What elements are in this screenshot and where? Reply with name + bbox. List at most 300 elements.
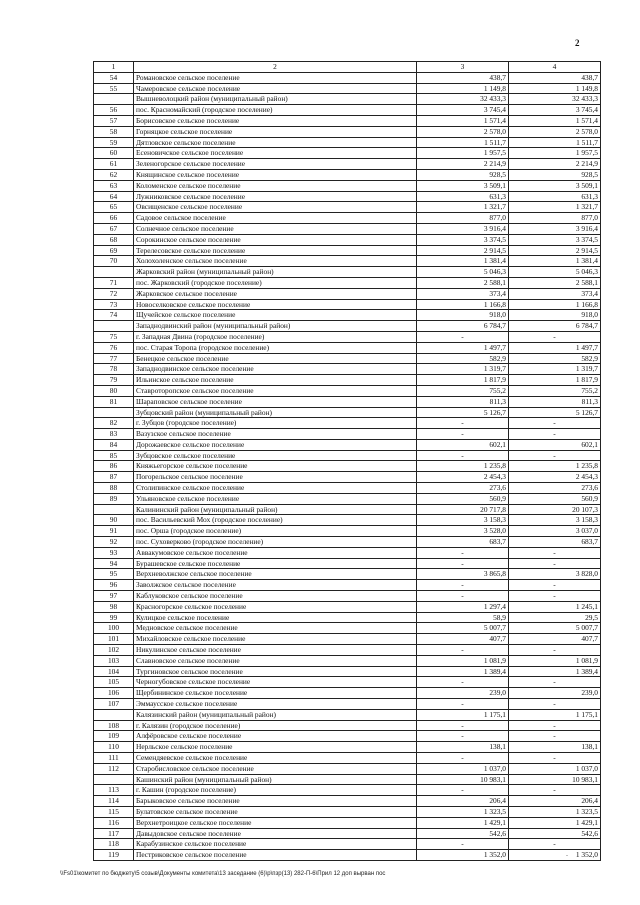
row-value-col3: 407,7	[417, 634, 509, 645]
row-name: Славновское сельское поселение	[134, 655, 417, 666]
row-value-col3: 5 007,7	[417, 623, 509, 634]
row-value-col3: 2 914,5	[417, 245, 509, 256]
row-name: Бенецкое сельское поселение	[134, 353, 417, 364]
row-value-col3: -	[417, 839, 509, 850]
row-number: 57	[94, 115, 134, 126]
row-value-col4: -	[509, 547, 601, 558]
row-value-col3: 206,4	[417, 796, 509, 807]
row-value-col4: 2 578,0	[509, 126, 601, 137]
row-value-col3: 32 433,3	[417, 94, 509, 105]
row-value-col4: 273,6	[509, 483, 601, 494]
table-row	[94, 580, 601, 591]
table-row	[94, 699, 601, 710]
row-value-col4: 32 433,3	[509, 94, 601, 105]
row-name: Чамеровское сельское поселение	[134, 83, 417, 94]
row-value-col4: 1 081,9	[509, 655, 601, 666]
table-row	[94, 688, 601, 699]
row-number: 82	[94, 418, 134, 429]
table-row	[94, 493, 601, 504]
table-row	[94, 321, 601, 332]
row-name: г. Зубцов (городское поселение)	[134, 418, 417, 429]
row-value-col4: 3 037,0	[509, 526, 601, 537]
row-name: Ставроторопское сельское поселение	[134, 385, 417, 396]
row-value-col3: 631,3	[417, 191, 509, 202]
row-value-col4: -	[509, 785, 601, 796]
row-value-col3: -	[417, 450, 509, 461]
header-col-number: 1	[94, 62, 134, 73]
table-row	[94, 126, 601, 137]
row-value-col4: -	[509, 677, 601, 688]
row-name: Верхнетроицкое сельское поселение	[134, 817, 417, 828]
table-row	[94, 601, 601, 612]
row-value-col4: 1 166,8	[509, 299, 601, 310]
row-value-col4: 206,4	[509, 796, 601, 807]
row-value-col4: 2 454,3	[509, 472, 601, 483]
row-value-col4: 1 381,4	[509, 256, 601, 267]
row-value-col4: 1 571,4	[509, 115, 601, 126]
row-value-col4: 631,3	[509, 191, 601, 202]
row-value-col3: 755,2	[417, 385, 509, 396]
row-value-col3: 273,6	[417, 483, 509, 494]
row-value-col4: -	[509, 731, 601, 742]
table-row	[94, 375, 601, 386]
row-value-col4: 2 914,5	[509, 245, 601, 256]
row-value-col3: 3 528,0	[417, 526, 509, 537]
row-name: Зубцовское сельское поселение	[134, 450, 417, 461]
row-name: Есеновичское сельское поселение	[134, 148, 417, 159]
row-name: Никулинское сельское поселение	[134, 645, 417, 656]
row-number: 72	[94, 288, 134, 299]
row-name: Михайловское сельское поселение	[134, 634, 417, 645]
row-value-col3: 1 175,1	[417, 709, 509, 720]
row-name: Княщинское сельское поселение	[134, 169, 417, 180]
row-name: Заволжское сельское поселение	[134, 580, 417, 591]
row-value-col3: 1 319,7	[417, 364, 509, 375]
row-name: Барыковское сельское поселение	[134, 796, 417, 807]
table-row	[94, 828, 601, 839]
table-row	[94, 720, 601, 731]
row-value-col3: 1 957,5	[417, 148, 509, 159]
row-number: 98	[94, 601, 134, 612]
row-name: Давыдовское сельское поселение	[134, 828, 417, 839]
row-value-col3: -	[417, 731, 509, 742]
row-number: 54	[94, 72, 134, 83]
row-value-col3: -	[417, 429, 509, 440]
row-number: 80	[94, 385, 134, 396]
row-name: Дорожаевское сельское поселение	[134, 439, 417, 450]
row-value-col3: -	[417, 677, 509, 688]
row-value-col3: 3 158,3	[417, 515, 509, 526]
row-name: Столипинское сельское поселение	[134, 483, 417, 494]
row-value-col4: -	[509, 331, 601, 342]
row-value-col3: 1 149,8	[417, 83, 509, 94]
row-value-col4: 138,1	[509, 742, 601, 753]
table-row	[94, 645, 601, 656]
header-col-3: 3	[417, 62, 509, 73]
row-value-col4: 582,9	[509, 353, 601, 364]
row-number: 104	[94, 666, 134, 677]
row-number: 113	[94, 785, 134, 796]
table-row	[94, 850, 601, 861]
row-value-col3: 928,5	[417, 169, 509, 180]
row-value-col4: 918,0	[509, 310, 601, 321]
row-value-col3: 438,7	[417, 72, 509, 83]
table-row	[94, 591, 601, 602]
row-name: Романовское сельское поселение	[134, 72, 417, 83]
row-number: 88	[94, 483, 134, 494]
row-value-col3: -	[417, 580, 509, 591]
row-name: Пестриковское сельское поселение	[134, 850, 417, 861]
footer-file-path: \\Fs01\комитет по бюджету\5 созыв\Документы комитета\13 заседание (6)\р\пзр(13) 282-П-6\Прил 12 доп вырван пос	[60, 871, 386, 877]
row-number	[94, 504, 134, 515]
row-value-col3: 1 235,8	[417, 461, 509, 472]
table-row	[94, 245, 601, 256]
row-name: Медновское сельское поселение	[134, 623, 417, 634]
row-value-col3: 58,9	[417, 612, 509, 623]
row-name: Карабузинское сельское поселение	[134, 839, 417, 850]
row-name: Зубцовский район (муниципальный район)	[134, 407, 417, 418]
row-name: пос. Жарковский (городское поселение)	[134, 277, 417, 288]
row-value-col3: 2 578,0	[417, 126, 509, 137]
table-row	[94, 94, 601, 105]
row-number: 68	[94, 234, 134, 245]
row-value-col4: -	[509, 418, 601, 429]
row-name: пос. Суховерково (городское поселение)	[134, 537, 417, 548]
row-value-col4: 10 983,1	[509, 774, 601, 785]
table-row	[94, 137, 601, 148]
table-row	[94, 731, 601, 742]
table-row	[94, 806, 601, 817]
row-number: 102	[94, 645, 134, 656]
row-value-col4: 373,4	[509, 288, 601, 299]
row-value-col3: 3 509,1	[417, 180, 509, 191]
row-value-col4: 1 817,9	[509, 375, 601, 386]
table-row	[94, 537, 601, 548]
row-name: Красногорское сельское поселение	[134, 601, 417, 612]
row-value-col4: 1 149,8	[509, 83, 601, 94]
row-value-col3: 542,6	[417, 828, 509, 839]
row-number: 79	[94, 375, 134, 386]
table-row	[94, 418, 601, 429]
row-value-col3: -	[417, 699, 509, 710]
row-value-col3: 560,9	[417, 493, 509, 504]
row-value-col4: 683,7	[509, 537, 601, 548]
row-value-col4: 877,0	[509, 213, 601, 224]
row-name: Калязинский район (муниципальный район)	[134, 709, 417, 720]
row-number: 107	[94, 699, 134, 710]
row-name: Аввакумовское сельское поселение	[134, 547, 417, 558]
row-number	[94, 774, 134, 785]
row-number: 111	[94, 753, 134, 764]
table-row	[94, 115, 601, 126]
row-number: 92	[94, 537, 134, 548]
table-row	[94, 396, 601, 407]
row-number: 71	[94, 277, 134, 288]
row-value-col3: -	[417, 558, 509, 569]
table-row	[94, 547, 601, 558]
row-value-col4: 20 107,3	[509, 504, 601, 515]
row-name: Холохоленское сельское поселение	[134, 256, 417, 267]
row-value-col3: 602,1	[417, 439, 509, 450]
table-row	[94, 288, 601, 299]
row-number: 108	[94, 720, 134, 731]
row-number: 63	[94, 180, 134, 191]
row-value-col3: 3 374,5	[417, 234, 509, 245]
table-row	[94, 148, 601, 159]
row-value-col3: 5 046,3	[417, 267, 509, 278]
row-value-col4: -	[509, 699, 601, 710]
row-number: 76	[94, 342, 134, 353]
row-value-col3: 1 037,0	[417, 763, 509, 774]
row-name: Щербининское сельское поселение	[134, 688, 417, 699]
row-number: 90	[94, 515, 134, 526]
row-number: 78	[94, 364, 134, 375]
row-name: Верхневолжское сельское поселение	[134, 569, 417, 580]
row-value-col4: -	[509, 645, 601, 656]
table-row	[94, 83, 601, 94]
table-row	[94, 709, 601, 720]
row-value-col3: 2 454,3	[417, 472, 509, 483]
row-number: 116	[94, 817, 134, 828]
row-number: 109	[94, 731, 134, 742]
row-value-col3: 1 497,7	[417, 342, 509, 353]
row-number: 83	[94, 429, 134, 440]
row-number: 85	[94, 450, 134, 461]
row-value-col3: 2 214,9	[417, 159, 509, 170]
row-name: пос. Старая Торопа (городское поселение)	[134, 342, 417, 353]
row-name: Черногубовское сельское поселение	[134, 677, 417, 688]
row-number: 73	[94, 299, 134, 310]
row-number	[94, 94, 134, 105]
row-name: Каблуковское сельское поселение	[134, 591, 417, 602]
row-number: 105	[94, 677, 134, 688]
row-name: Новоселковское сельское поселение	[134, 299, 417, 310]
row-value-col4: -	[509, 591, 601, 602]
row-number: 115	[94, 806, 134, 817]
row-number	[94, 267, 134, 278]
row-value-col3: 877,0	[417, 213, 509, 224]
row-value-col4: 1 175,1	[509, 709, 601, 720]
row-value-col4: 1 245,1	[509, 601, 601, 612]
row-number: 84	[94, 439, 134, 450]
row-name: Садовое сельское поселение	[134, 213, 417, 224]
row-value-col3: 1 511,7	[417, 137, 509, 148]
row-name: Вазузское сельское поселение	[134, 429, 417, 440]
row-number: 106	[94, 688, 134, 699]
table-row	[94, 331, 601, 342]
row-name: Алфёровское сельское поселение	[134, 731, 417, 742]
row-number: 87	[94, 472, 134, 483]
row-value-col4: 3 916,4	[509, 223, 601, 234]
table-row	[94, 407, 601, 418]
table-row	[94, 569, 601, 580]
row-value-col4: -	[509, 429, 601, 440]
row-number: 86	[94, 461, 134, 472]
row-name: Калининский район (муниципальный район)	[134, 504, 417, 515]
row-number: 91	[94, 526, 134, 537]
row-value-col3: 1 166,8	[417, 299, 509, 310]
row-value-col3: 683,7	[417, 537, 509, 548]
row-value-col3: 5 126,7	[417, 407, 509, 418]
row-number: 103	[94, 655, 134, 666]
row-name: Борисовское сельское поселение	[134, 115, 417, 126]
row-name: Шараповское сельское поселение	[134, 396, 417, 407]
row-number: 56	[94, 105, 134, 116]
row-value-col4: 1 037,0	[509, 763, 601, 774]
row-number: 119	[94, 850, 134, 861]
row-value-col4: 1 957,5	[509, 148, 601, 159]
row-number: 100	[94, 623, 134, 634]
row-value-col4: 407,7	[509, 634, 601, 645]
table-row	[94, 277, 601, 288]
row-number: 81	[94, 396, 134, 407]
row-number: 101	[94, 634, 134, 645]
row-number: 61	[94, 159, 134, 170]
row-value-col4: 5 046,3	[509, 267, 601, 278]
table-row	[94, 364, 601, 375]
row-value-col4: 1 389,4	[509, 666, 601, 677]
row-value-col3: 373,4	[417, 288, 509, 299]
row-name: Бурашевское сельское поселение	[134, 558, 417, 569]
row-value-col4: 811,3	[509, 396, 601, 407]
row-value-col3: 138,1	[417, 742, 509, 753]
row-number: 70	[94, 256, 134, 267]
table-row	[94, 774, 601, 785]
row-name: Зеленогорское сельское поселение	[134, 159, 417, 170]
table-row	[94, 180, 601, 191]
row-value-col4: 3 828,0	[509, 569, 601, 580]
row-value-col4: 1 352,0	[509, 850, 601, 861]
row-name: Нерльское сельское поселение	[134, 742, 417, 753]
page-number: 2	[575, 38, 580, 48]
row-number: 93	[94, 547, 134, 558]
row-number: 74	[94, 310, 134, 321]
row-number: 110	[94, 742, 134, 753]
row-number	[94, 709, 134, 720]
row-name: Вышневолоцкий район (муниципальный район)	[134, 94, 417, 105]
header-col-4: 4	[509, 62, 601, 73]
row-name: Щучейское сельское поселение	[134, 310, 417, 321]
row-value-col4: -	[509, 558, 601, 569]
row-value-col4: 755,2	[509, 385, 601, 396]
row-name: пос. Орша (городское поселение)	[134, 526, 417, 537]
row-name: Княжьегорское сельское поселение	[134, 461, 417, 472]
table-row	[94, 753, 601, 764]
table-row	[94, 256, 601, 267]
row-value-col3: -	[417, 720, 509, 731]
table-row	[94, 439, 601, 450]
row-number: 99	[94, 612, 134, 623]
row-number: 77	[94, 353, 134, 364]
row-value-col4: -	[509, 580, 601, 591]
row-value-col3: 811,3	[417, 396, 509, 407]
row-name: г. Западная Двина (городское поселение)	[134, 331, 417, 342]
row-number: 60	[94, 148, 134, 159]
row-value-col3: 2 588,1	[417, 277, 509, 288]
row-number: 117	[94, 828, 134, 839]
row-value-col4: 438,7	[509, 72, 601, 83]
row-value-col3: 1 381,4	[417, 256, 509, 267]
row-number: 94	[94, 558, 134, 569]
table-row	[94, 267, 601, 278]
row-name: Сорокинское сельское поселение	[134, 234, 417, 245]
row-value-col3: 1 323,5	[417, 806, 509, 817]
row-name: Жарковский район (муниципальный район)	[134, 267, 417, 278]
row-value-col4: 5 126,7	[509, 407, 601, 418]
table-row	[94, 634, 601, 645]
row-number: 66	[94, 213, 134, 224]
row-value-col3: -	[417, 785, 509, 796]
row-name: Кулицкое сельское поселение	[134, 612, 417, 623]
row-name: Ильинское сельское поселение	[134, 375, 417, 386]
row-number: 62	[94, 169, 134, 180]
table-row	[94, 202, 601, 213]
row-value-col3: 3 745,4	[417, 105, 509, 116]
table-row	[94, 353, 601, 364]
row-number: 114	[94, 796, 134, 807]
row-number	[94, 407, 134, 418]
row-name: пос. Васильевский Мох (городское поселение)	[134, 515, 417, 526]
row-number: 58	[94, 126, 134, 137]
row-name: Лужниковское сельское поселение	[134, 191, 417, 202]
table-row	[94, 310, 601, 321]
row-name: Старобисловское сельское поселение	[134, 763, 417, 774]
row-value-col3: 1 817,9	[417, 375, 509, 386]
row-value-col3: 1 297,4	[417, 601, 509, 612]
table-row	[94, 105, 601, 116]
row-number: 95	[94, 569, 134, 580]
table-row	[94, 461, 601, 472]
row-number: 65	[94, 202, 134, 213]
row-value-col4: 1 511,7	[509, 137, 601, 148]
row-value-col3: -	[417, 591, 509, 602]
table-row	[94, 666, 601, 677]
row-value-col4: 3 158,3	[509, 515, 601, 526]
row-number: 96	[94, 580, 134, 591]
row-value-col3: 239,0	[417, 688, 509, 699]
row-value-col4: 1 319,7	[509, 364, 601, 375]
table-row	[94, 450, 601, 461]
row-value-col4: -	[509, 839, 601, 850]
row-value-col4: 1 321,7	[509, 202, 601, 213]
row-number: 64	[94, 191, 134, 202]
row-name: Эммаусское сельское поселение	[134, 699, 417, 710]
row-value-col4: 2 588,1	[509, 277, 601, 288]
table-row	[94, 558, 601, 569]
row-value-col4: 3 745,4	[509, 105, 601, 116]
table-row	[94, 839, 601, 850]
row-value-col4: 928,5	[509, 169, 601, 180]
row-name: пос. Красномайский (городское поселение)	[134, 105, 417, 116]
row-value-col3: 3 865,8	[417, 569, 509, 580]
row-name: Кашинский район (муниципальный район)	[134, 774, 417, 785]
row-value-col3: 1 321,7	[417, 202, 509, 213]
row-number: 75	[94, 331, 134, 342]
row-name: Погорельское сельское поселение	[134, 472, 417, 483]
row-value-col4: 1 497,7	[509, 342, 601, 353]
row-value-col3: 582,9	[417, 353, 509, 364]
row-number: 59	[94, 137, 134, 148]
row-value-col3: -	[417, 645, 509, 656]
row-value-col4: 2 214,9	[509, 159, 601, 170]
row-value-col3: -	[417, 418, 509, 429]
table-row	[94, 234, 601, 245]
row-value-col4: 5 007,7	[509, 623, 601, 634]
table-row	[94, 342, 601, 353]
table-row	[94, 763, 601, 774]
table-row	[94, 213, 601, 224]
table-row	[94, 504, 601, 515]
